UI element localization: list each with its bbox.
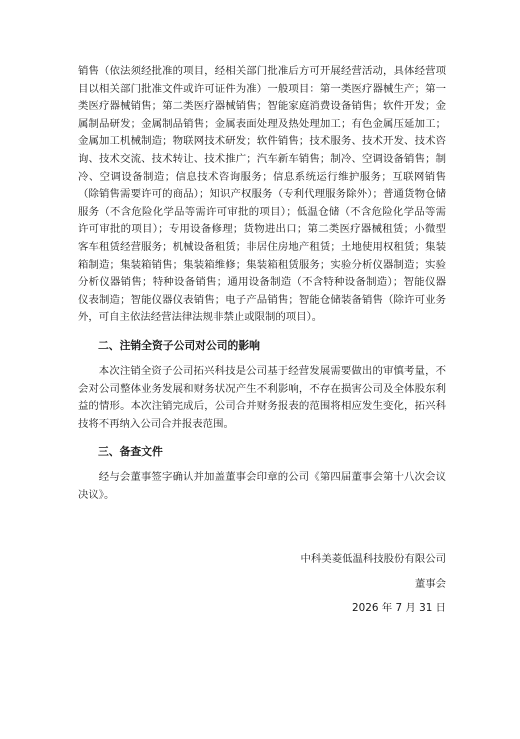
signature-board: 董事会 [414,578,446,590]
signature-date: 2026 年 7 月 31 日 [352,602,446,614]
section-heading-impact: 二、注销全资子公司对公司的影响 [98,338,260,352]
business-scope-paragraph: 销售（依法须经批准的项目，经相关部门批准后方可开展经营活动，具体经营项目以相关部门批准文件或许可证件为准）一般项目：第一类医疗器械生产；第一类医疗器械销售；第二类医疗器械销售；智能家庭消费设备销售；软件开发；金属制品研发；金属制品销售；金属表面处理及热处理加工；有色金属压延加工；金属加工机械制造；物联网技术研发；软件销售；技术服务、技术开发、技术咨询、技术交流、技术转让、技术推广；汽车新车销售；制冷、空调设备销售；制冷、空调设备制造；信息技术咨询服务；信息系统运行维护服务；互联网销售（除销售需要许可的商品）；知识产权服务（专利代理服务除外）；普通货物仓储服务（不含危险化学品等需许可审批的项目）；低温仓储（不含危险化学品等需许可审批的项目）；专用设备修理；货物进出口；第二类医疗器械租赁；小微型客车租赁经营服务；机械设备租赁；非居住房地产租赁；土地使用权租赁；集装箱制造；集装箱销售；集装箱维修；集装箱租赁服务；实验分析仪器制造；实验分析仪器销售；特种设备销售；通用设备制造（不含特种设备制造）；智能仪器仪表制造；智能仪器仪表销售；电子产品销售；智能仓储装备销售（除许可业务外，可自主依法经营法律法规非禁止或限制的项目）。 [78,65,446,324]
reference-docs-paragraph: 经与会董事签字确认并加盖董事会印章的公司《第四届董事会第十八次会议决议》。 [78,471,446,501]
section-heading-reference-docs: 三、备查文件 [98,445,163,459]
signature-company: 中科美菱低温科技股份有限公司 [300,553,446,565]
impact-paragraph: 本次注销全资子公司拓兴科技是公司基于经营发展需要做出的审慎考量，不会对公司整体业务发展和财务状况产生不利影响，不存在损害公司及全体股东利益的情形。本次注销完成后，公司合并财务报表的范围将相应发生变化，拓兴科技将不再纳入公司合并报表范围。 [78,364,446,430]
